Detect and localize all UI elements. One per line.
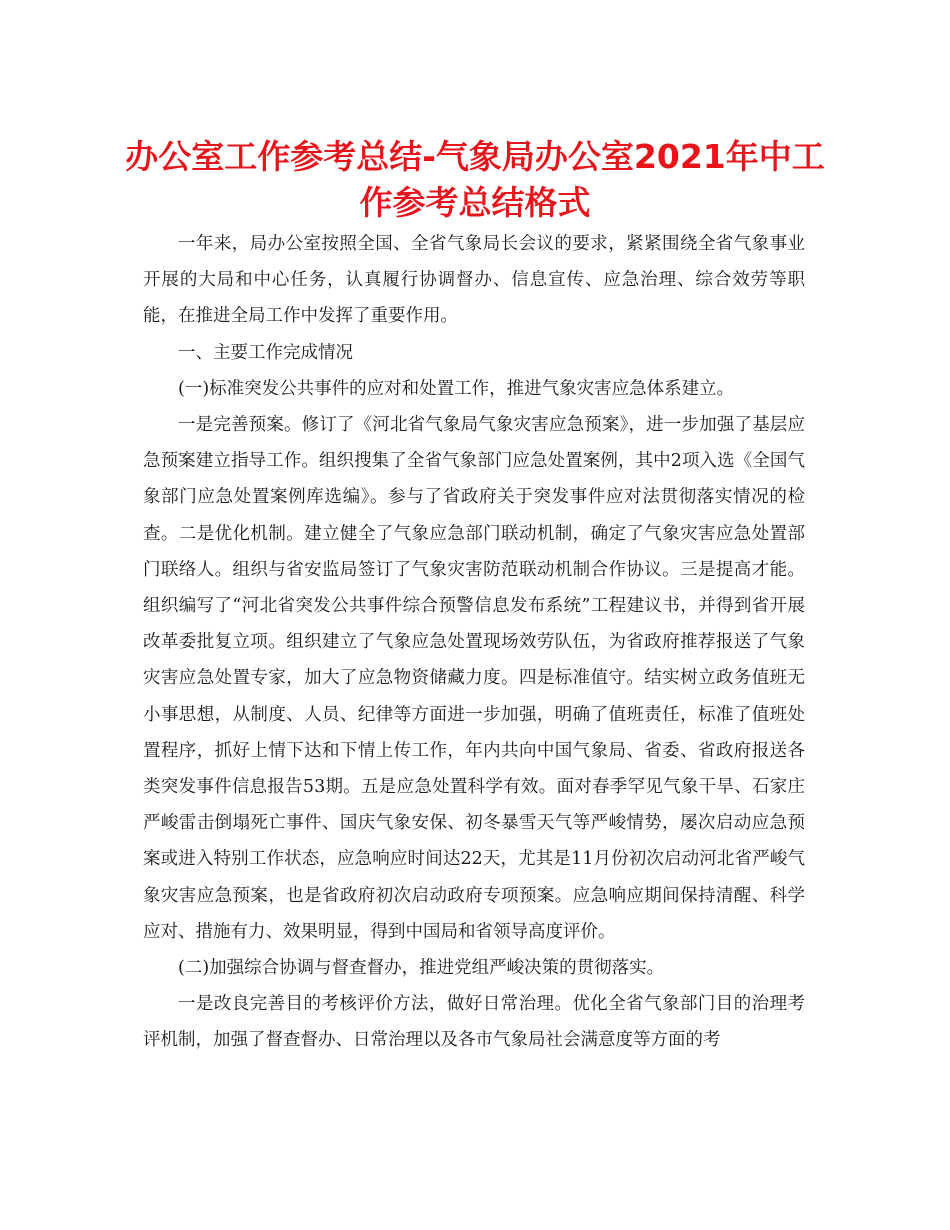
- paragraph-assessment: 一是改良完善目的考核评价方法，做好日常治理。优化全省气象部门目的治理考评机制，加强了督查督办、日常治理以及各市气象局社会满意度等方面的考: [143, 994, 805, 1051]
- paragraph-intro: 一年来，局办公室按照全国、全省气象局长会议的要求，紧紧围绕全省气象事业开展的大局和中心任务，认真履行协调督办、信息宣传、应急治理、综合效劳等职能，在推进全局工作中发挥了重要作用。: [143, 234, 805, 327]
- document-body: [143, 226, 805, 1059]
- paragraph-emergency: 一是完善预案。修订了《河北省气象局气象灾害应急预案》，进一步加强了基层应急预案建立指导工作。组织搜集了全省气象部门应急处置案例，其中2项入选《全国气象部门应急处置案例库选编》。参与了省政府关于突发事件应对法贯彻落实情况的检查。二是优化机制。建立健全了气象应急部门联动机制，确定了气象灾害应急处置部门联络人。组织与省安监局签订了气象灾害防范联动机制合作协议。三是提高才能。组织编写了“河北省突发公共事件综合预警信息发布系统”工程建议书，并得到省开展改革委批复立项。组织建立了气象应急处置现场效劳队伍，为省政府推荐报送了气象灾害应急处置专家，加大了应急物资储藏力度。四是标准值守。结实树立政务值班无小事思想，从制度、人员、纪律等方面进一步加强，明确了值班责任，标准了值班处置程序，抓好上情下达和下情上传工作，年内共向中国气象局、省委、省政府报送各类突发事件信息报告53期。五是应急处置科学有效。面对春季罕见气象干旱、石家庄严峻雷击倒塌死亡事件、国庆气象安保、初冬暴雪天气等严峻情势，屡次启动应急预案或进入特别工作状态，应急响应时间达22天，尤其是11月份初次启动河北省严峻气象灾害应急预案，也是省政府初次启动政府专项预案。应急响应期间保持清醒、科学应对、措施有力、效果明显，得到中国局和省领导高度评价。: [143, 415, 805, 942]
- document-title: 办公室工作参考总结-气象局办公室2021年中工作参考总结格式: [125, 137, 825, 222]
- subsection-heading-2: (二)加强综合协调与督查督办，推进党组严峻决策的贯彻落实。: [178, 958, 665, 979]
- subsection-heading-1: (一)标准突发公共事件的应对和处置工作，推进气象灾害应急体系建立。: [178, 378, 735, 399]
- section-heading-main-work: 一、主要工作完成情况: [178, 342, 353, 363]
